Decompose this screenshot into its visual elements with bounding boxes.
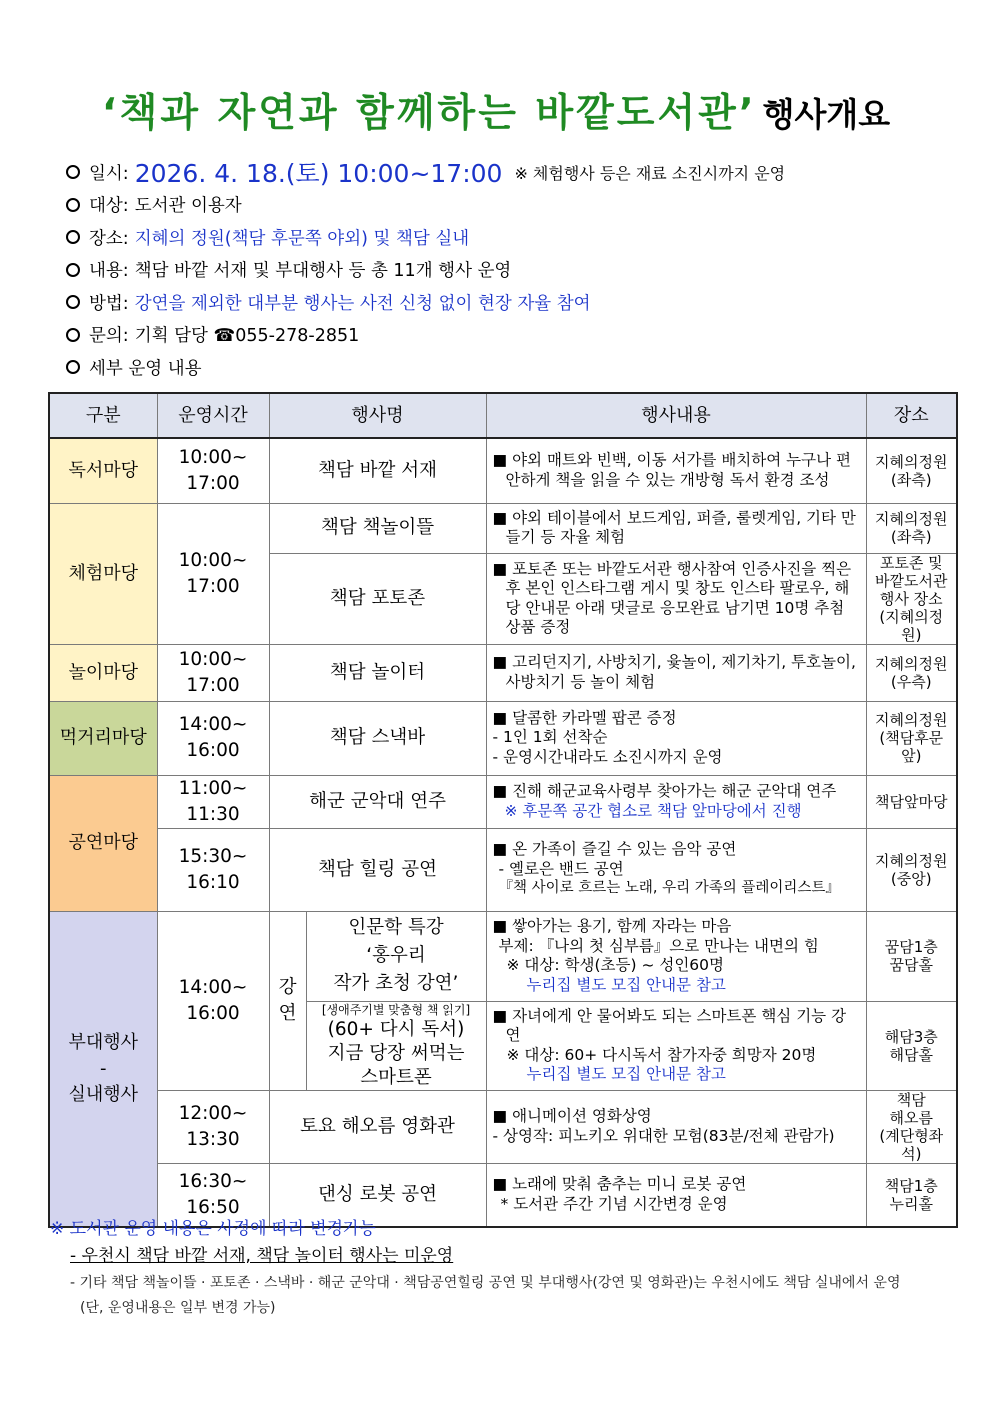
place-cell: 포토존 및 바깥도서관 행사 장소 (지혜의정원) (866, 553, 957, 644)
desc-cell: ■ 고리던지기, 사방치기, 윷놀이, 제기차기, 투호놀이, 사방치기 등 놀이 체험 (486, 644, 866, 701)
info-place: 장소: 지혜의 정원(책담 후문쪽 야외) 및 책담 실내 (66, 221, 966, 254)
header-category: 구분 (49, 393, 157, 438)
desc-cell: ■ 자녀에게 안 물어봐도 되는 스마트폰 핵심 기능 강연 ※ 대상: 60+ 다시독서 참가자중 희망자 20명 누리집 별도 모집 안내문 참고 (486, 1001, 866, 1090)
category-cell: 놀이마당 (49, 644, 157, 701)
category-cell: 공연마당 (49, 775, 157, 911)
footer-note-3: - 기타 책담 책놀이뜰 · 포토존 · 스낵바 · 해군 군악대 · 책담공연힐링 공연 및 부대행사(강연 및 영화관)는 우천시에도 책담 실내에서 운영 (70, 1275, 901, 1291)
table-row (49, 775, 957, 828)
place-cell: 지혜의정원 (책담후문앞) (866, 701, 957, 775)
event-cell: 책담 스낵바 (269, 701, 486, 775)
circle-bullet-icon (66, 263, 80, 277)
category-cell: 먹거리마당 (49, 701, 157, 775)
info-datetime: 일시: 2026. 4. 18.(토) 10:00~17:00 ※ 체험행사 등은 재료 소진시까지 운영 (66, 156, 966, 189)
info-target: 대상: 도서관 이용자 (66, 189, 966, 222)
datetime-note: ※ 체험행사 등은 재료 소진시까지 운영 (514, 163, 786, 183)
time-cell: 11:00~ 11:30 (157, 775, 269, 828)
desc-cell: ■ 노래에 맞춰 춤추는 미니 로봇 공연 * 도서관 주간 기념 시간변경 운영 (486, 1163, 866, 1227)
time-cell: 14:00~ 16:00 (157, 701, 269, 775)
event-cell: 책담 바깥 서재 (269, 438, 486, 503)
place-cell: 책담1층 누리홀 (866, 1163, 957, 1227)
info-method: 방법: 강연을 제외한 대부분 행사는 사전 신청 없이 현장 자율 참여 (66, 286, 966, 319)
event-cell: 책담 놀이터 (269, 644, 486, 701)
lecture-label: 강 연 (269, 911, 306, 1090)
desc-cell: ■ 진해 해군교육사령부 찾아가는 해군 군악대 연주 ※ 후문쪽 공간 협소로 책담 앞마당에서 진행 (486, 775, 866, 828)
place-cell: 꿈담1층 꿈담홀 (866, 911, 957, 1001)
desc-cell: ■ 온 가족이 즐길 수 있는 음악 공연 - 옐로은 밴드 공연 『책 사이로 흐르는 노래, 우리 가족의 플레이리스트』 (486, 828, 866, 911)
time-cell: 14:00~ 16:00 (157, 911, 269, 1090)
info-list (66, 156, 966, 384)
place-cell: 지혜의정원 (우측) (866, 644, 957, 701)
desc-cell: ■ 포토존 또는 바깥도서관 행사참여 인증사진을 찍은 후 본인 인스타그램 게시 및 창도 인스타 팔로우, 해당 안내문 아래 댓글로 응모완료 남기면 10명 추첨 상품 증정 (486, 553, 866, 644)
place-cell: 책담앞마당 (866, 775, 957, 828)
time-cell: 12:00~ 13:30 (157, 1090, 269, 1163)
table-row (49, 1090, 957, 1163)
table-row (49, 644, 957, 701)
category-cell: 부대행사 - 실내행사 (49, 911, 157, 1227)
category-cell: 독서마당 (49, 438, 157, 503)
info-contact: 문의: 기획 담당 ☎055-278-2851 (66, 319, 966, 352)
circle-bullet-icon (66, 198, 80, 212)
place-cell: 해담3층 해담홀 (866, 1001, 957, 1090)
time-cell: 10:00~ 17:00 (157, 438, 269, 503)
header-desc: 행사내용 (486, 393, 866, 438)
time-cell: 16:30~ 16:50 (157, 1163, 269, 1227)
desc-cell: ■ 야외 테이블에서 보드게임, 퍼즐, 룰렛게임, 기타 만들기 등 자율 체험 (486, 503, 866, 553)
page-title (0, 82, 992, 138)
event-cell: 책담 책놀이뜰 (269, 503, 486, 553)
footer-note-4: (단, 운영내용은 일부 변경 가능) (80, 1300, 276, 1316)
place-cell: 책담 해오름 (계단형좌석) (866, 1090, 957, 1163)
event-cell: 해군 군악대 연주 (269, 775, 486, 828)
time-cell: 15:30~ 16:10 (157, 828, 269, 911)
circle-bullet-icon (66, 360, 80, 374)
desc-cell: ■ 애니메이션 영화상영 - 상영작: 피노키오 위대한 모험(83분/전체 관람가) (486, 1090, 866, 1163)
table-header-row (49, 393, 957, 438)
place-cell: 지혜의정원 (중앙) (866, 828, 957, 911)
table-row (49, 828, 957, 911)
header-time: 운영시간 (157, 393, 269, 438)
desc-cell: ■ 야외 매트와 빈백, 이동 서가를 배치하여 누구나 편안하게 책을 읽을 수 있는 개방형 독서 환경 조성 (486, 438, 866, 503)
header-event: 행사명 (269, 393, 486, 438)
table-row (49, 503, 957, 553)
event-cell: 토요 해오름 영화관 (269, 1090, 486, 1163)
footer-notes (50, 1216, 960, 1320)
table-row (49, 438, 957, 503)
event-cell: 책담 포토존 (269, 553, 486, 644)
info-content: 내용: 책담 바깥 서재 및 부대행사 등 총 11개 행사 운영 (66, 254, 966, 287)
schedule-table (48, 392, 958, 1228)
title-suffix: 행사개요 (762, 95, 891, 134)
circle-bullet-icon (66, 230, 80, 244)
event-cell: 책담 힐링 공연 (269, 828, 486, 911)
header-place: 장소 (866, 393, 957, 438)
event-cell: [생애주기별 맞춤형 책 읽기] (60+ 다시 독서) 지금 당장 써먹는 스마트폰 (306, 1001, 486, 1090)
desc-cell: ■ 달콤한 카라멜 팝콘 증정 - 1인 1회 선착순 - 운영시간내라도 소진시까지 운영 (486, 701, 866, 775)
place-cell: 지혜의정원 (좌측) (866, 438, 957, 503)
time-cell: 10:00~ 17:00 (157, 503, 269, 644)
info-detail: 세부 운영 내용 (66, 351, 966, 384)
event-cell: 인문학 특강 ‘홍우리 작가 초청 강연’ (306, 911, 486, 1001)
circle-bullet-icon (66, 295, 80, 309)
event-cell: 댄싱 로봇 공연 (269, 1163, 486, 1227)
time-cell: 10:00~ 17:00 (157, 644, 269, 701)
title-main: ‘책과 자연과 함께하는 바깥도서관’ (101, 91, 757, 136)
place-cell: 지혜의정원 (좌측) (866, 503, 957, 553)
footer-note-2: - 우천시 책담 바깥 서재, 책담 놀이터 행사는 미운영 (70, 1246, 454, 1266)
table-row (49, 701, 957, 775)
datetime-value: 2026. 4. 18.(토) 10:00~17:00 (134, 159, 503, 189)
footer-note-1: ※ 도서관 운영 내용은 사정에 따라 변경가능 (50, 1219, 376, 1239)
table-row (49, 911, 957, 1001)
desc-cell: ■ 쌓아가는 용기, 함께 자라는 마음 부제: 『나의 첫 심부름』으로 만나는 내면의 힘 ※ 대상: 학생(초등) ~ 성인60명 누리집 별도 모집 안내문 참고 (486, 911, 866, 1001)
category-cell: 체험마당 (49, 503, 157, 644)
circle-bullet-icon (66, 165, 80, 179)
circle-bullet-icon (66, 328, 80, 342)
